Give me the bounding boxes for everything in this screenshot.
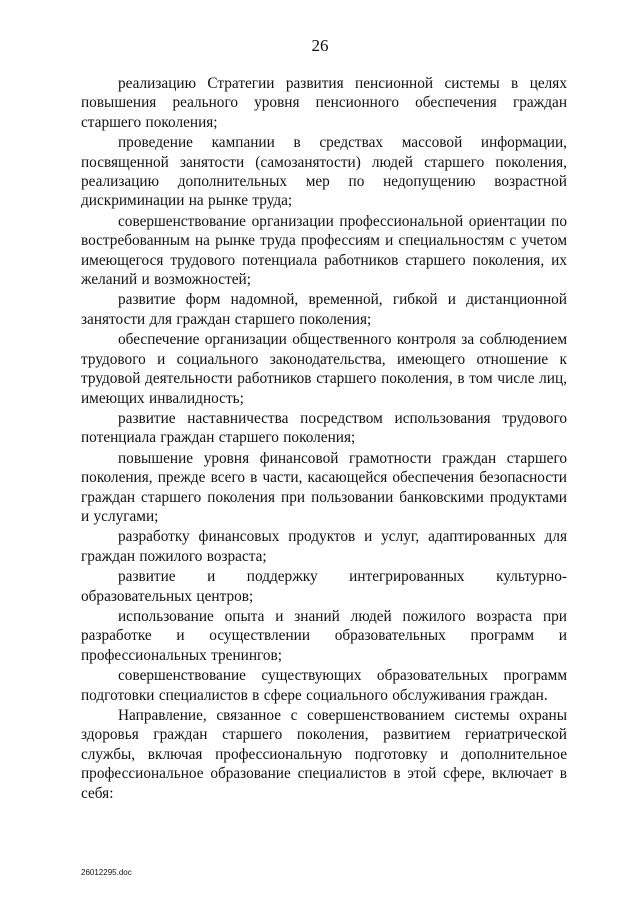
page-number: 26: [311, 36, 329, 55]
paragraph: обеспечение организации общественного контроля за соблюдением трудового и социального законодательства, имеющего отношение к трудовой деятельности работников старшего поколения, в том числе лиц, имеющих инвалидность;: [81, 331, 567, 407]
paragraph: проведение кампании в средствах массовой информации, посвященной занятости (самозанятости) людей старшего поколения, реализацию дополнительных мер по недопущению возрастной дискриминации на рынке труда;: [81, 134, 567, 210]
paragraph: разработку финансовых продуктов и услуг, адаптированных для граждан пожилого возраста;: [81, 528, 567, 565]
body-text: [81, 74, 567, 804]
paragraph: реализацию Стратегии развития пенсионной системы в целях повышения реального уровня пенсионного обеспечения граждан старшего поколения;: [81, 75, 567, 131]
paragraph: развитие форм надомной, временной, гибкой и дистанционной занятости для граждан старшего поколения;: [81, 291, 567, 328]
paragraph: развитие и поддержку интегрированных культурно-образовательных центров;: [81, 568, 567, 605]
paragraph: использование опыта и знаний людей пожилого возраста при разработке и осуществлении образовательных программ и профессиональных тренингов;: [81, 607, 567, 664]
paragraph: повышение уровня финансовой грамотности граждан старшего поколения, прежде всего в части, касающейся обеспечения безопасности граждан старшего поколения при пользовании банковскими продуктами и услугами;: [81, 449, 567, 525]
paragraph: Направление, связанное с совершенствованием системы охраны здоровья граждан старшего поколения, развитием гериатрической службы, включая профессиональную подготовку и дополнительное профессиональное образование специалистов в этой сфере, включает в себя:: [81, 707, 567, 802]
document-footer-filename: 26012295.doc: [81, 868, 132, 877]
paragraph: совершенствование существующих образовательных программ подготовки специалистов в сфере социального обслуживания граждан.: [81, 667, 567, 704]
paragraph: совершенствование организации профессиональной ориентации по востребованным на рынке труда профессиям и специальностям с учетом имеющегося трудового потенциала работников старшего поколения, их желаний и возможностей;: [81, 212, 567, 289]
paragraph: развитие наставничества посредством использования трудового потенциала граждан старшего поколения;: [81, 409, 567, 447]
